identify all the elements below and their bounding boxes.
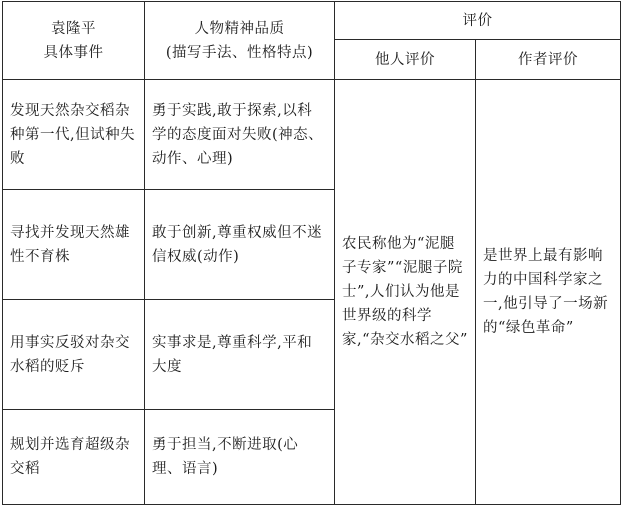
others-eval-cell: 农民称他为“泥腿子专家”“泥腿子院士”,人们认为他是世界级的科学家,“杂交水稻之父” <box>335 80 476 505</box>
event-cell: 用事实反驳对杂交水稻的贬斥 <box>3 300 145 410</box>
header-event-line2: 具体事件 <box>43 44 104 61</box>
header-event-line1: 袁隆平 <box>51 20 96 37</box>
header-evaluation: 评价 <box>335 2 621 40</box>
event-cell: 规划并选育超级杂交稻 <box>3 410 145 505</box>
header-quality-line1: 人物精神品质 <box>194 20 285 37</box>
event-cell: 发现天然杂交稻杂种第一代,但试种失败 <box>3 80 145 190</box>
header-event <box>3 2 145 80</box>
evaluation-table <box>2 1 621 505</box>
header-quality-line2: (描写手法、性格特点) <box>165 44 314 61</box>
event-cell: 寻找并发现天然雄性不育株 <box>3 190 145 300</box>
quality-cell: 实事求是,尊重科学,平和大度 <box>145 300 335 410</box>
quality-cell: 勇于担当,不断进取(心理、语言) <box>145 410 335 505</box>
quality-cell: 勇于实践,敢于探索,以科学的态度面对失败(神态、动作、心理) <box>145 80 335 190</box>
header-others: 他人评价 <box>335 40 476 80</box>
quality-cell: 敢于创新,尊重权威但不迷信权威(动作) <box>145 190 335 300</box>
header-quality <box>145 2 335 80</box>
header-author: 作者评价 <box>476 40 621 80</box>
author-eval-cell: 是世界上最有影响力的中国科学家之一,他引导了一场新的“绿色革命” <box>476 80 621 505</box>
